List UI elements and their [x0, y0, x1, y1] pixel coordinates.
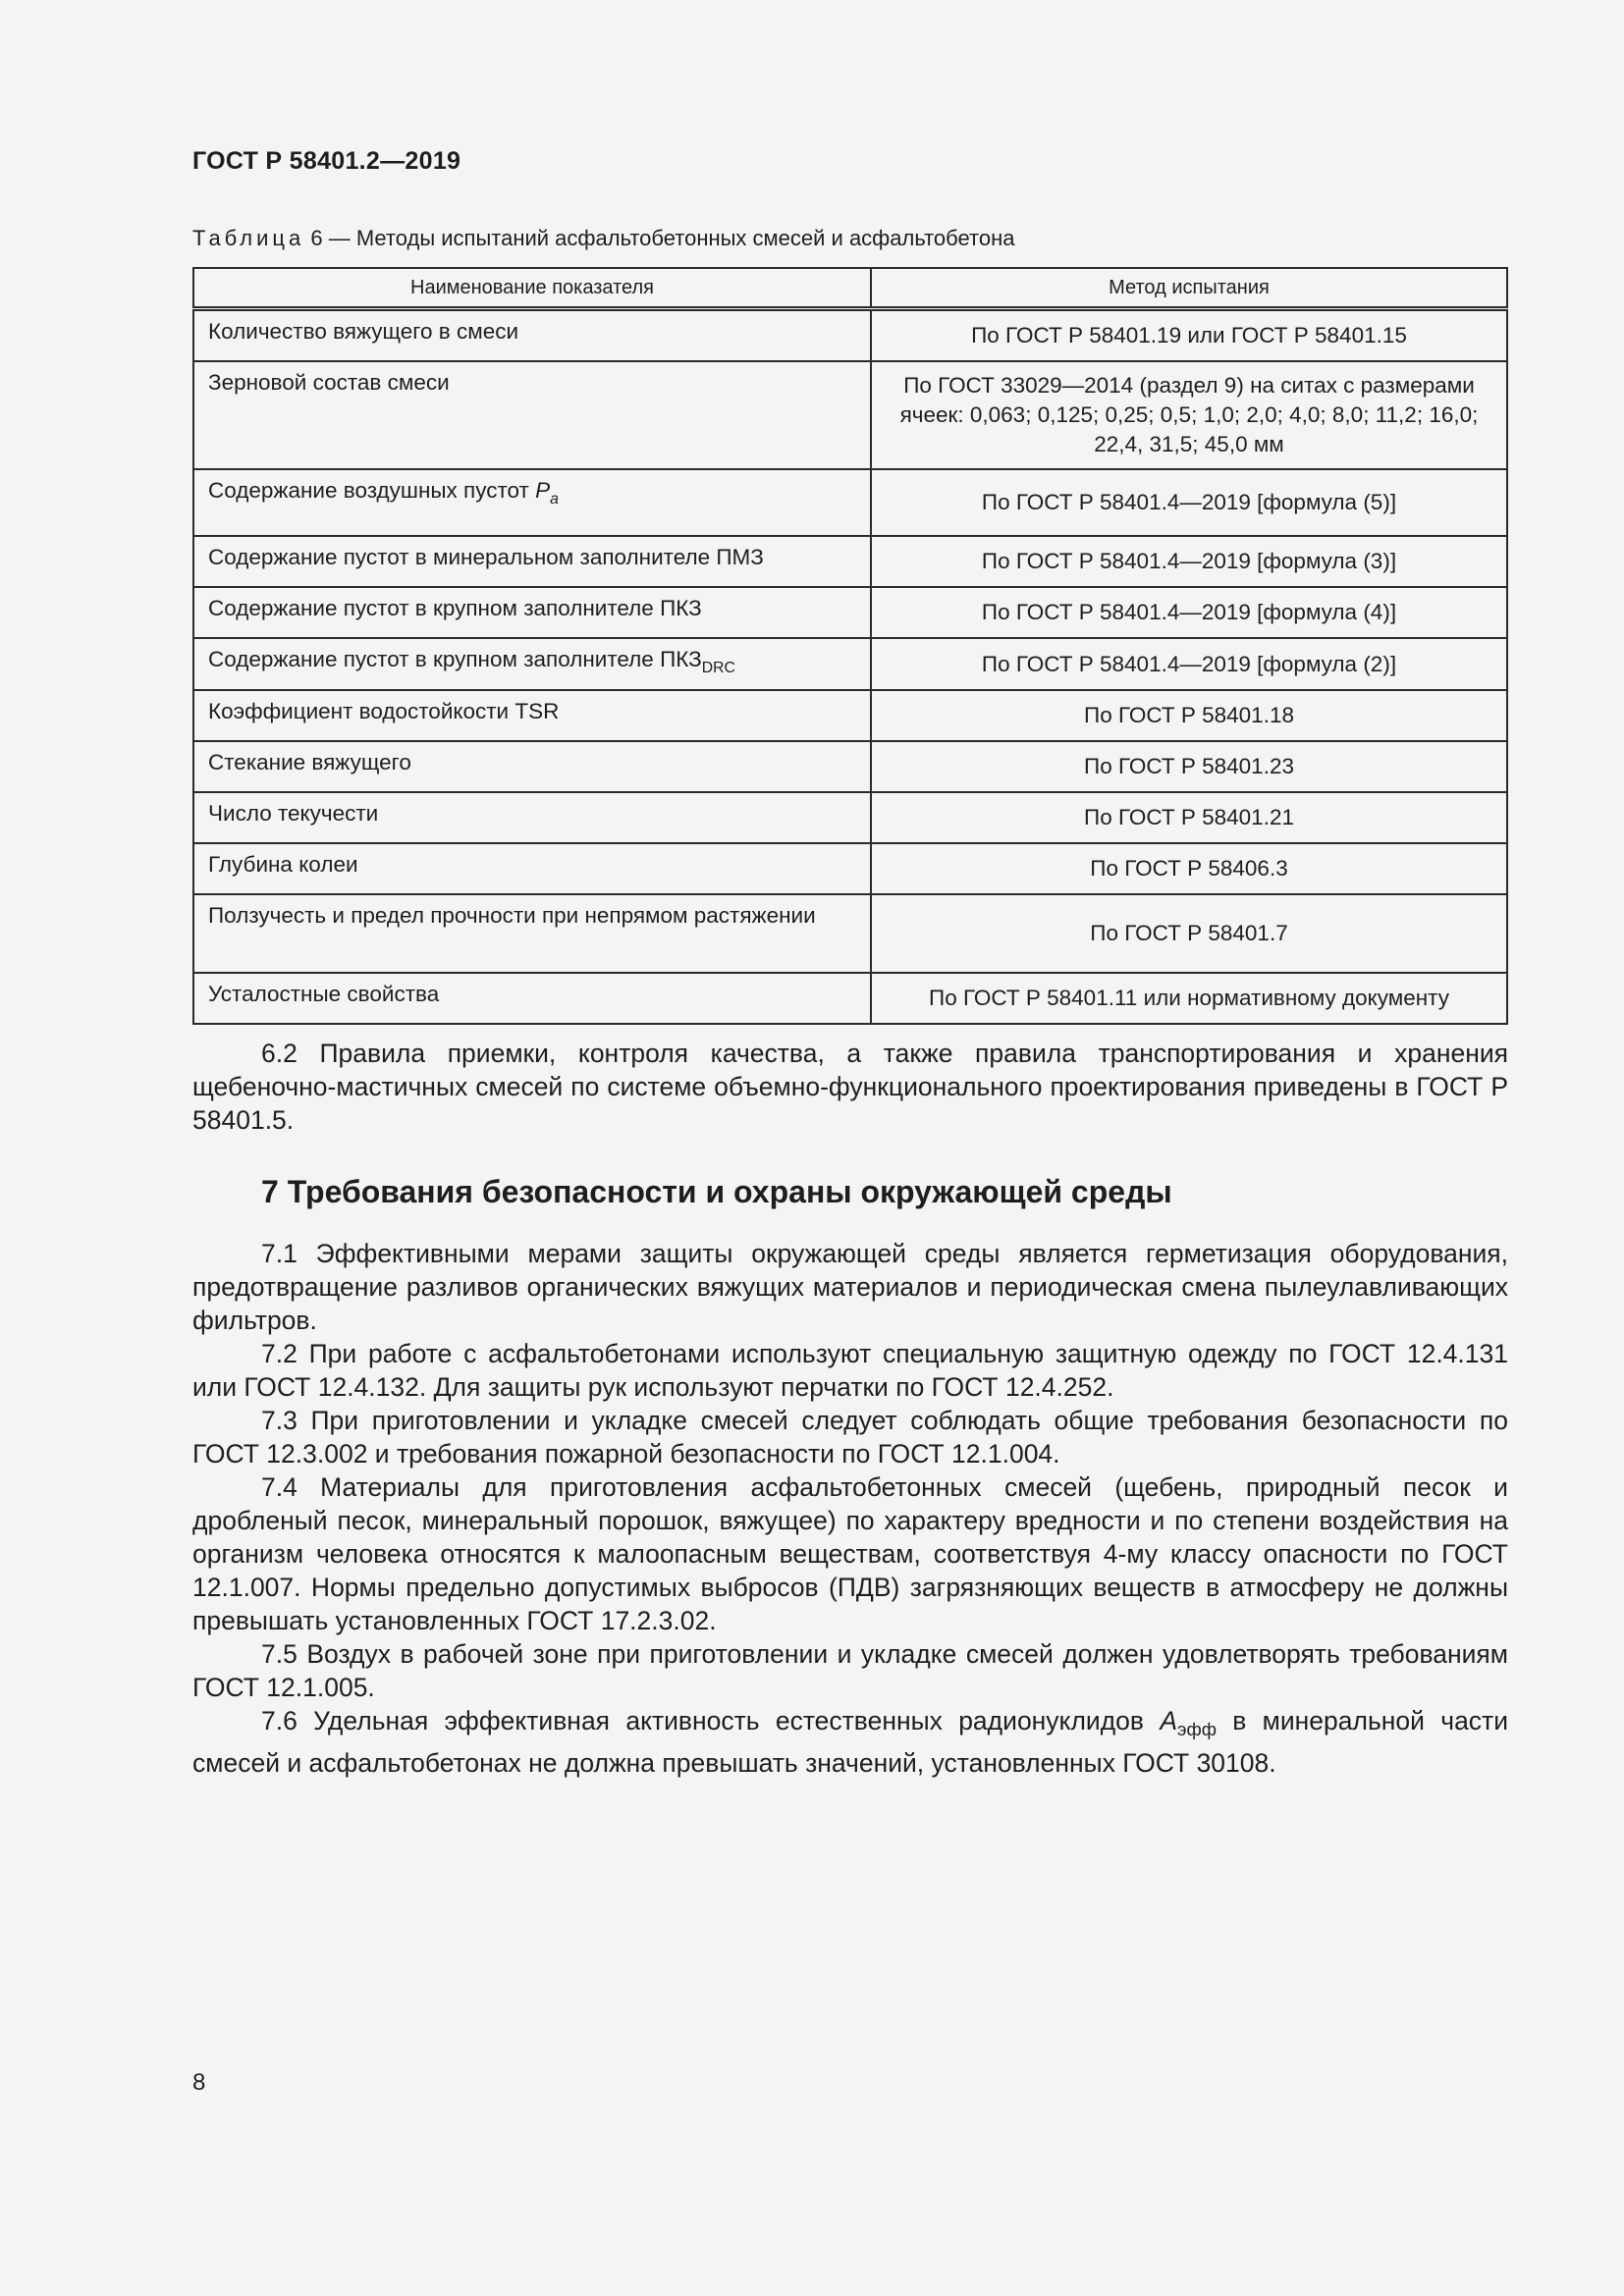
indicator-cell — [193, 469, 871, 536]
activity-symbol: A — [1160, 1706, 1177, 1735]
table-row — [193, 741, 1507, 792]
table-row — [193, 792, 1507, 843]
method-cell: По ГОСТ Р 58401.11 или нормативному документу — [871, 973, 1507, 1024]
paragraph-6-2: 6.2 Правила приемки, контроля качества, а также правила транспортирования и хранения щебеночно-мастичных смесей по системе объемно-функционального проектирования приведены в ГОСТ Р 58401.5. — [192, 1039, 1508, 1135]
indicator-cell: Содержание пустот в минеральном заполнителе ПМЗ — [193, 536, 871, 587]
indicator-cell: Усталостные свойства — [193, 973, 871, 1024]
table-header-row — [193, 268, 1507, 309]
method-cell: По ГОСТ Р 58401.4—2019 [формула (2)] — [871, 638, 1507, 690]
table-row — [193, 690, 1507, 741]
method-cell: По ГОСТ Р 58401.4—2019 [формула (4)] — [871, 587, 1507, 638]
table-row — [193, 361, 1507, 469]
indicator-subscript: a — [550, 491, 559, 507]
method-cell: По ГОСТ Р 58401.4—2019 [формула (5)] — [871, 469, 1507, 536]
table-row — [193, 309, 1507, 362]
column-header-method: Метод испытания — [871, 268, 1507, 309]
test-methods-table — [192, 267, 1508, 1025]
indicator-cell: Зерновой состав смеси — [193, 361, 871, 469]
method-cell: По ГОСТ Р 58401.21 — [871, 792, 1507, 843]
table-caption-text: 6 — Методы испытаний асфальтобетонных смесей и асфальтобетона — [304, 226, 1015, 250]
indicator-cell: Стекание вяжущего — [193, 741, 871, 792]
indicator-text: Содержание пустот в крупном заполнителе ПКЗ — [208, 647, 702, 671]
indicator-symbol: P — [535, 478, 551, 503]
indicator-cell: Коэффициент водостойкости TSR — [193, 690, 871, 741]
section-7-body — [192, 1237, 1508, 1780]
indicator-subscript: DRC — [701, 660, 735, 676]
document-designation: ГОСТ Р 58401.2—2019 — [192, 147, 461, 175]
indicator-cell: Ползучесть и предел прочности при непрямом растяжении — [193, 894, 871, 973]
method-cell: По ГОСТ Р 58401.18 — [871, 690, 1507, 741]
method-cell: По ГОСТ 33029—2014 (раздел 9) на ситах с размерами ячеек: 0,063; 0,125; 0,25; 0,5; 1,0; 2,0; 4,0; 8,0; 11,2; 16,0; 22,4, 31,5; 45,0 мм — [871, 361, 1507, 469]
paragraph-7-6-start: 7.6 Удельная эффективная активность естественных радионуклидов — [261, 1706, 1161, 1735]
paragraph-7-6 — [192, 1704, 1508, 1780]
paragraph-7-3: 7.3 При приготовлении и укладке смесей следует соблюдать общие требования безопасности по ГОСТ 12.3.002 и требования пожарной безопасности по ГОСТ 12.1.004. — [192, 1406, 1508, 1468]
table-caption — [192, 226, 1014, 251]
paragraph-7-4: 7.4 Материалы для приготовления асфальтобетонных смесей (щебень, природный песок и дробленый песок, минеральный порошок, вяжущее) по характеру вредности и по степени воздействия на организм человека относятся к малоопасным веществам, соответствуя 4-му классу опасности по ГОСТ 12.1.007. Нормы предельно допустимых выбросов (ПДВ) загрязняющих веществ в атмосферу не должны превышать установленных ГОСТ 17.2.3.02. — [192, 1472, 1508, 1635]
indicator-cell: Содержание пустот в крупном заполнителе ПКЗ — [193, 587, 871, 638]
column-header-indicator: Наименование показателя — [193, 268, 871, 309]
table-row — [193, 469, 1507, 536]
paragraph-7-2: 7.2 При работе с асфальтобетонами используют специальную защитную одежду по ГОСТ 12.4.131 или ГОСТ 12.4.132. Для защиты рук используют перчатки по ГОСТ 12.4.252. — [192, 1339, 1508, 1402]
table-row — [193, 843, 1507, 894]
method-cell: По ГОСТ Р 58401.7 — [871, 894, 1507, 973]
paragraph-7-6-end: в минеральной части смесей и асфальтобетонах не должна превышать значений, установленных ГОСТ 30108. — [192, 1706, 1509, 1778]
table-caption-prefix: Таблица — [192, 226, 305, 250]
section-7-title: 7 Требования безопасности и охраны окружающей среды — [261, 1174, 1172, 1209]
paragraph-7-1: 7.1 Эффективными мерами защиты окружающей среды является герметизация оборудования, предотвращение разливов органических вяжущих материалов и периодическая смена пылеулавливающих фильтров. — [192, 1239, 1508, 1335]
method-cell: По ГОСТ Р 58401.4—2019 [формула (3)] — [871, 536, 1507, 587]
indicator-cell: Количество вяжущего в смеси — [193, 309, 871, 362]
table-row — [193, 894, 1507, 973]
method-cell: По ГОСТ Р 58406.3 — [871, 843, 1507, 894]
table-row — [193, 973, 1507, 1024]
table-row — [193, 536, 1507, 587]
indicator-text: Содержание воздушных пустот — [208, 478, 536, 503]
indicator-cell: Глубина колеи — [193, 843, 871, 894]
paragraph-7-5: 7.5 Воздух в рабочей зоне при приготовлении и укладке смесей должен удовлетворять требованиям ГОСТ 12.1.005. — [192, 1639, 1508, 1702]
activity-subscript: эфф — [1177, 1719, 1217, 1739]
method-cell: По ГОСТ Р 58401.23 — [871, 741, 1507, 792]
indicator-cell — [193, 638, 871, 690]
page-number: 8 — [192, 2069, 206, 2096]
method-cell: По ГОСТ Р 58401.19 или ГОСТ Р 58401.15 — [871, 309, 1507, 362]
table-row — [193, 638, 1507, 690]
indicator-cell: Число текучести — [193, 792, 871, 843]
paragraph-6-2-block — [192, 1037, 1508, 1137]
table-row — [193, 587, 1507, 638]
